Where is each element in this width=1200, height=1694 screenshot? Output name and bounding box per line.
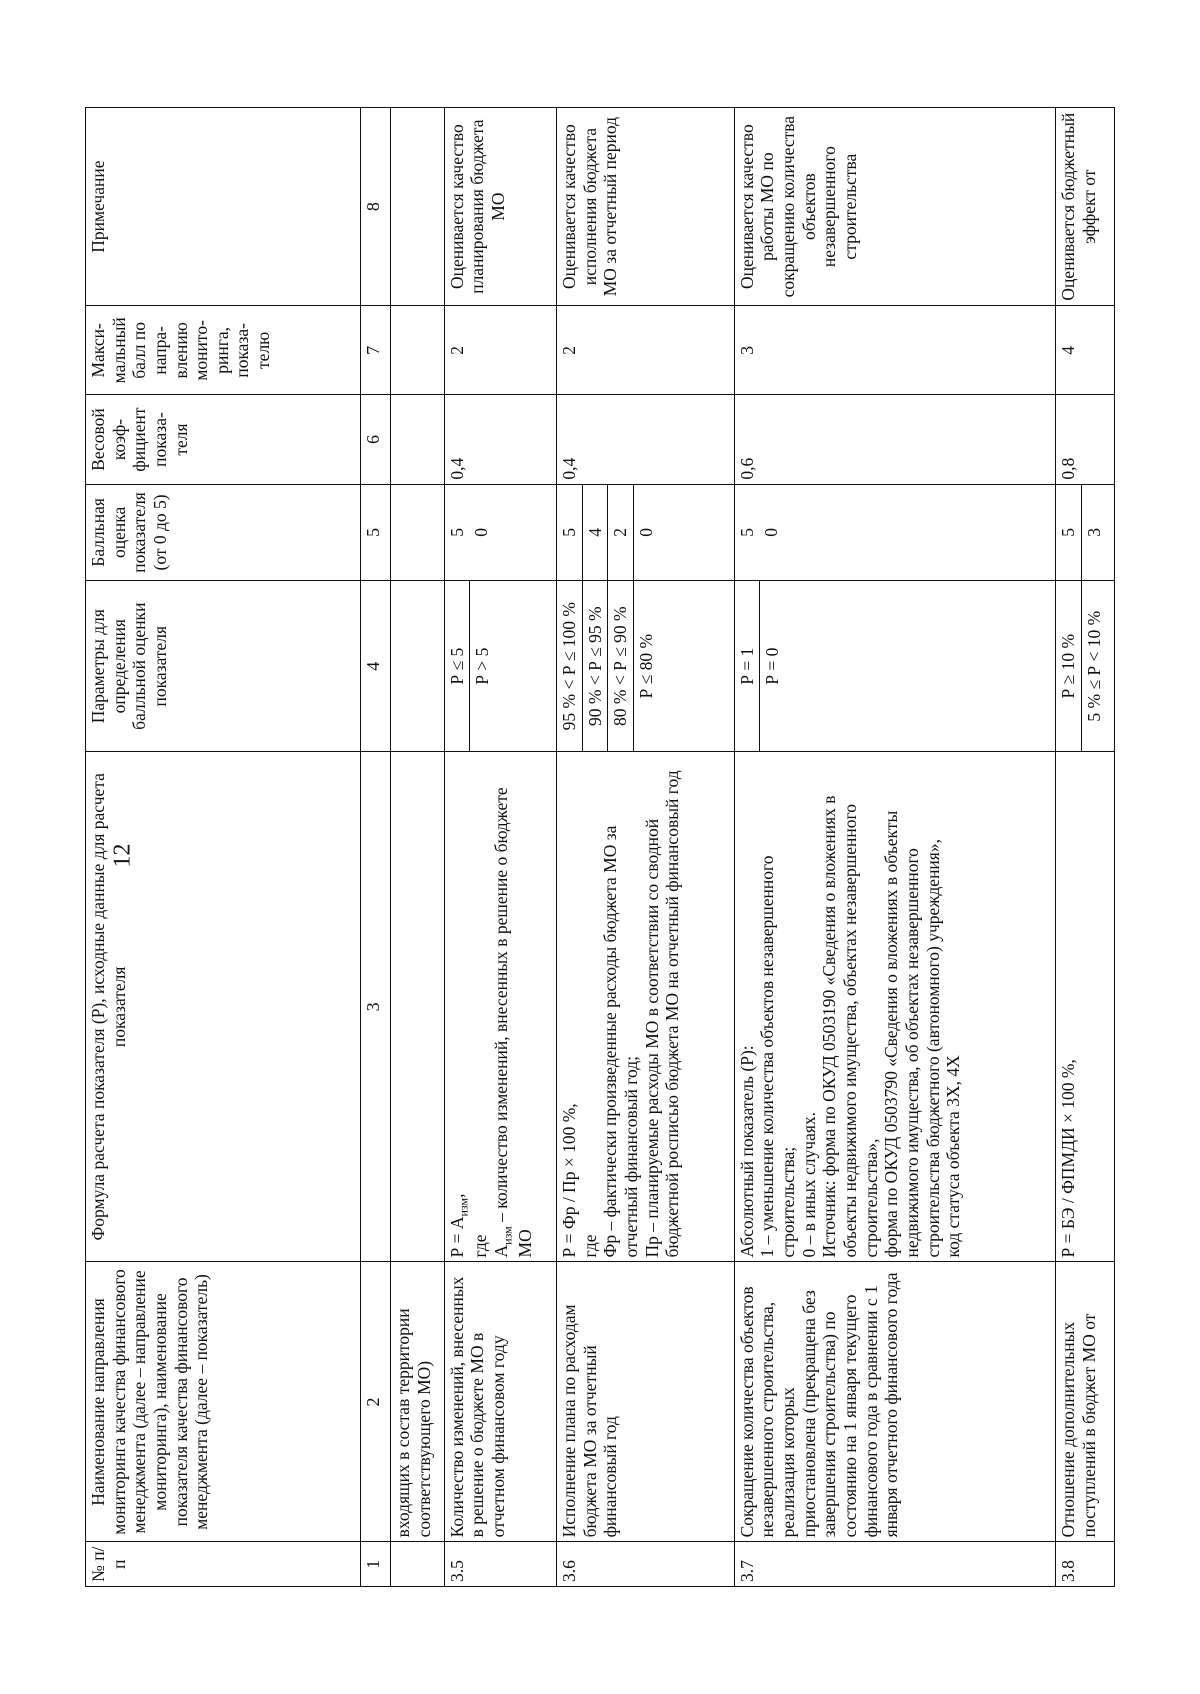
row-formula: $Р = A_{изм}$, где $A_{изм}$ – количество изменений, внесенных в решение о бюджете МО (444, 752, 556, 1262)
row-num: 3.6 (557, 1542, 735, 1587)
col-number: 8 (361, 108, 391, 306)
table-row (734, 108, 1055, 1587)
row-weight: 0,6 (734, 395, 1055, 484)
header-formula: Формула расчета показателя (Р), исходные данные для расчета показателя (86, 752, 361, 1262)
row-params: Р = 1 Р = 0 (734, 581, 1055, 752)
row-scores: 5 4 2 0 (557, 484, 735, 581)
row-scores: 5 0 (734, 484, 1055, 581)
header-max: Макси-мальный балл по напра-влению монито-ринга, показа-телю (86, 306, 361, 395)
page-number: 12 (109, 843, 136, 868)
col-number: 7 (361, 306, 391, 395)
table-row (444, 108, 556, 1587)
row-max: 3 (734, 306, 1055, 395)
table-row (1056, 108, 1115, 1587)
row-num: 3.7 (734, 1542, 1055, 1587)
row-max: 2 (444, 306, 556, 395)
header-weight: Весовой коэф-фициент показа-теля (86, 395, 361, 484)
row-weight: 0,4 (557, 395, 735, 484)
continuation-row (391, 108, 444, 1587)
table-row (557, 108, 735, 1587)
rotated-table-container (85, 107, 1115, 1587)
header-row (86, 108, 361, 1587)
row-weight: 0,4 (444, 395, 556, 484)
header-name: Наименование направления мониторинга качества финансового менеджмента (далее – направление мониторинга), наименование показателя качества финансового менеджмента (далее – показатель) (86, 1262, 361, 1542)
row-params: Р ≥ 10 % 5 % ≤ Р < 10 % (1056, 581, 1115, 752)
row-scores: 5 0 (444, 484, 556, 581)
row-scores: 5 3 (1056, 484, 1115, 581)
col-number: 4 (361, 581, 391, 752)
column-number-row (361, 108, 391, 1587)
row-formula: Р = Фр / Пр × 100 %, где Фр – фактически произведенные расходы бюджета МО за отчетный финансовый год; Пр – планируемые расходы МО в соответствии со сводной бюджетной росписью бюджета МО на отчетный финансовый год (557, 752, 735, 1262)
row-note: Оценивается качество исполнения бюджета МО за отчетный период (557, 108, 735, 306)
row-max: 2 (557, 306, 735, 395)
col-number: 2 (361, 1262, 391, 1542)
row-num: 3.5 (444, 1542, 556, 1587)
header-params: Параметры для определения балльной оценки показателя (86, 581, 361, 752)
col-number: 6 (361, 395, 391, 484)
row-note: Оценивается качество планирования бюджета МО (444, 108, 556, 306)
row-name: Количество изменений, внесенных в решение о бюджете МО в отчетном финансовом году (444, 1262, 556, 1542)
row-formula: Р = БЭ / ФПМДИ × 100 %, (1056, 752, 1115, 1262)
row-params: Р ≤ 5 Р > 5 (444, 581, 556, 752)
row-params: 95 % < Р ≤ 100 % 90 % < Р ≤ 95 % 80 % < Р ≤ 90 % Р ≤ 80 % (557, 581, 735, 752)
row-max: 4 (1056, 306, 1115, 395)
row-formula: Абсолютный показатель (Р): 1 – уменьшение количества объектов незавершенного строительства; 0 – в иных случаях. Источник: форма по ОКУД 0503190 «Сведения о вложениях в объекты недвижимого имущества, объектах незавершенного строительства», форма по ОКУД 0503790 «Сведения о вложениях в объекты недвижимого имущества, об объектах незавершенного строительства бюджетного (автономного) учреждения», код статуса объекта 3Х, 4Х (734, 752, 1055, 1262)
row-name: Сокращение количества объектов незавершенного строительства, реализация которых приостановлена (прекращена без завершения строительства) по состоянию на 1 января текущего финансового года в сравнении с 1 января отчетного финансового года (734, 1262, 1055, 1542)
row-note: Оценивается качество работы МО по сокращению количества объектов незавершенного строительства (734, 108, 1055, 306)
header-num: № п/п (86, 1542, 361, 1587)
row-name: Исполнение плана по расходам бюджета МО за отчетный финансовый год (557, 1262, 735, 1542)
continuation-name: входящих в состав территории соответствующего МО) (391, 1262, 444, 1542)
row-num: 3.8 (1056, 1542, 1115, 1587)
col-number: 5 (361, 484, 391, 581)
row-weight: 0,8 (1056, 395, 1115, 484)
header-score: Балльная оценка показателя (от 0 до 5) (86, 484, 361, 581)
row-name: Отношение дополнительных поступлений в бюджет МО от (1056, 1262, 1115, 1542)
col-number: 3 (361, 752, 391, 1262)
row-note: Оценивается бюджетный эффект от (1056, 108, 1115, 306)
col-number: 1 (361, 1542, 391, 1587)
header-note: Примечание (86, 108, 361, 306)
monitoring-table (85, 107, 1115, 1587)
